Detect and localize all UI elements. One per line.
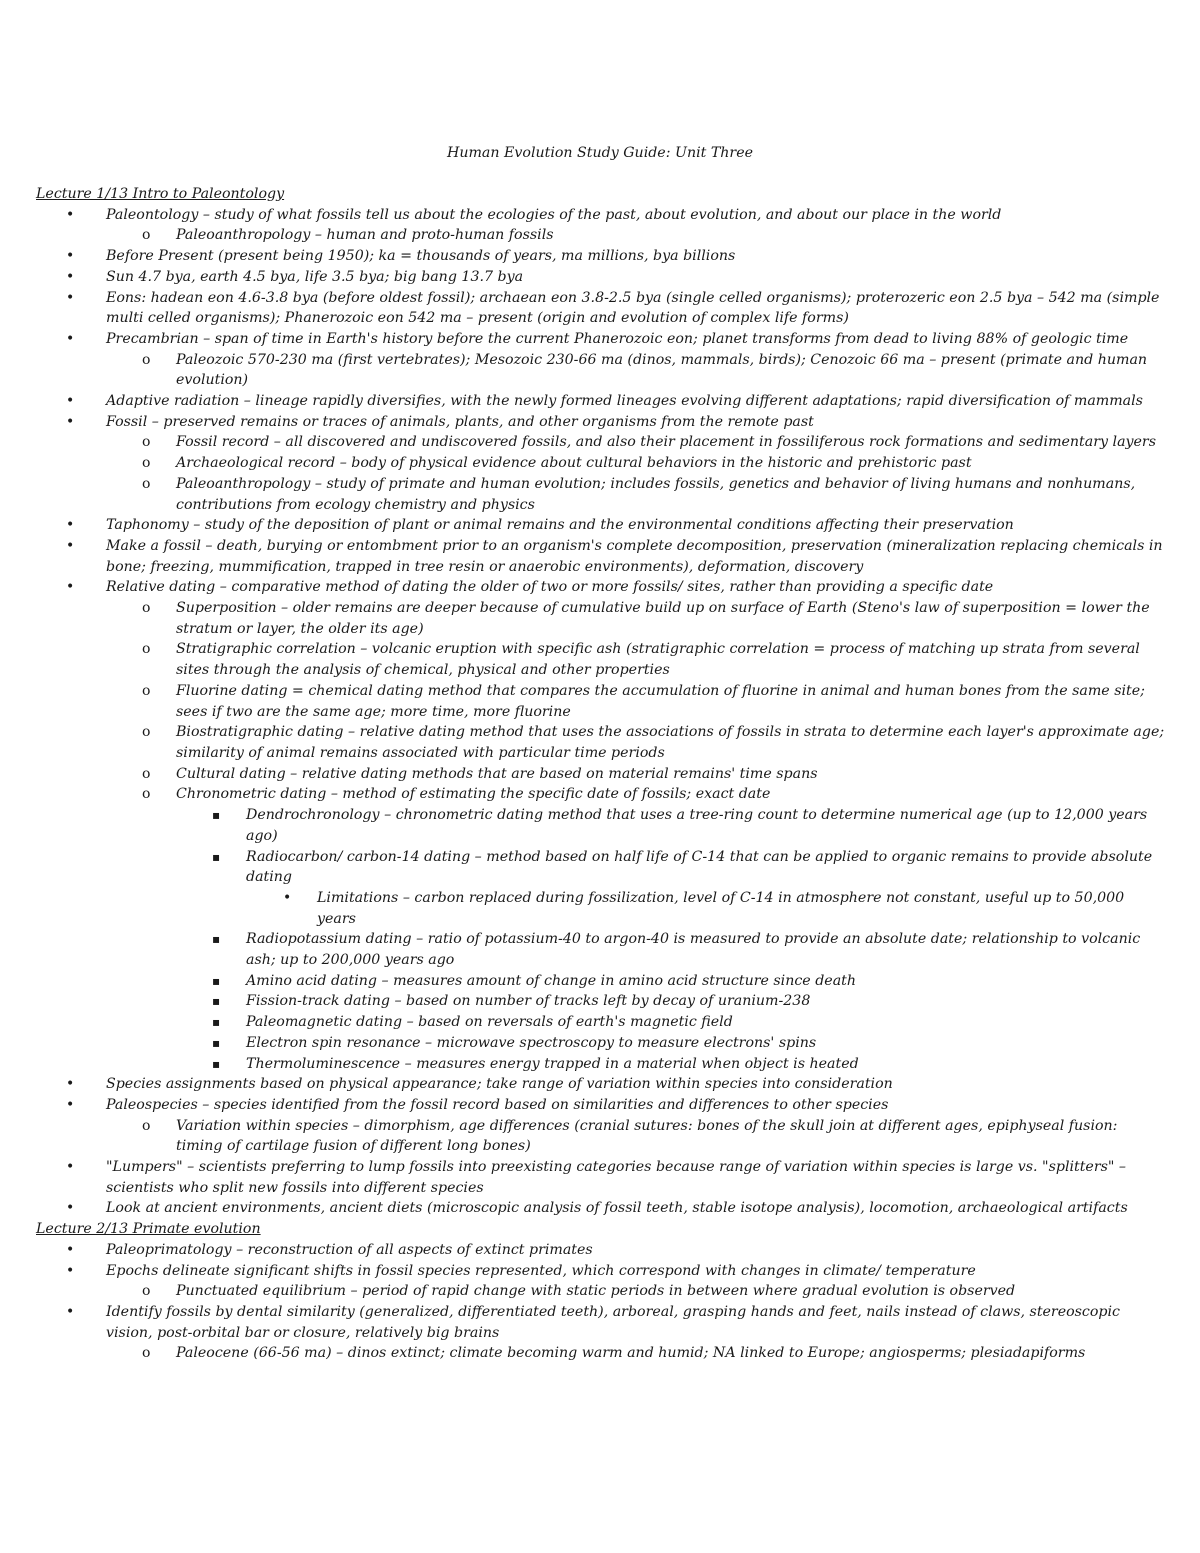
list-item: • Species assignments based on physical appearance; take range of variation within species into consideration [36, 1074, 1166, 1095]
list-item: ▪ Dendrochronology – chronometric dating method that uses a tree-ring count to determine numerical age (up to 12,000 years ago) [212, 807, 1148, 844]
list-item: o Paleocene (66-56 ma) – dinos extinct; climate becoming warm and humid; NA linked to Europe; angiosperms; plesiadapiforms [36, 1343, 1166, 1364]
square-bullet-icon: ▪ [212, 994, 221, 1009]
list-item: • Adaptive radiation – lineage rapidly diversifies, with the newly formed lineages evolving different adaptations; rapid diversification of mammals [36, 391, 1166, 412]
list-item: • Look at ancient environments, ancient diets (microscopic analysis of fossil teeth, stable isotope analysis), locomotion, archaeological artifacts [36, 1198, 1166, 1219]
bullet-icon: • [66, 1076, 75, 1093]
document-title: Human Evolution Study Guide: Unit Three [446, 145, 754, 161]
circle-bullet-icon: o [142, 1283, 151, 1300]
circle-bullet-icon: o [142, 765, 151, 782]
document-body [36, 184, 1166, 1364]
bullet-icon: • [66, 517, 75, 534]
bullet-icon: • [66, 268, 75, 285]
circle-bullet-icon: o [142, 724, 151, 741]
bullet-icon: • [66, 1262, 75, 1279]
list-item: ▪ Paleomagnetic dating – based on reversals of earth's magnetic field [36, 1012, 1166, 1033]
list-item: o Variation within species – dimorphism, age differences (cranial sutures: bones of the skull join at different ages, epiphyseal fusion: timing of cartilage fusion of different long bones) [142, 1117, 1118, 1155]
list-item: o Archaeological record – body of physical evidence about cultural behaviors in the historic and prehistoric past [36, 453, 1166, 474]
list-item: o Chronometric dating – method of estimating the specific date of fossils; exact date ▪ Dendrochronology – chronometric dating method that uses a tree-ring count to determine numerical age (up to 12,000 years ago) ▪ Radiocarbon/ carbon-14 dating – method based on half life of C-14 that can be applied to organic remains to provide absolute dating • Limitations – carbon replaced during fossilization, level of C-14 in atmosphere not constant, useful up to 50,000 years ▪ Radiopotassium dating – ratio of potassium-40 to argon-40 is measured to provide an absolute date; relationship to volcanic ash; up to 200,000 years ago ▪ Amino acid dating – measures amount of change in amino acid structure since death ▪ Fission-track dating – based on number of tracks left by decay of uranium-238 ▪ Paleomagnetic dating – based on reversals of earth's magnetic field ▪ Electron spin resonance – microwave spectroscopy to measure electrons' spins ▪ Thermoluminescence – measures energy trapped in a material when object is heated [36, 784, 1166, 1074]
list-item: • Epochs delineate significant shifts in fossil species represented, which correspond with changes in climate/ temperature o Punctuated equilibrium – period of rapid change with static periods in between where gradual evolution is observed [36, 1261, 1166, 1302]
bullet-icon: • [66, 330, 75, 347]
list-item: • Relative dating – comparative method of dating the older of two or more fossils/ sites, rather than providing a specific date o Superposition – older remains are deeper because of cumulative build up on surface of Earth (Steno's law of superposition = lower the stratum or layer, the older its age) o Stratigraphic correlation – volcanic eruption with specific ash (stratigraphic correlation = process of matching up strata from several sites through the analysis of chemical, physical and other properties o Fluorine dating = chemical dating method that compares the accumulation of fluorine in animal and human bones from the same site; sees if two are the same age; more time, more fluorine o Biostratigraphic dating – relative dating method that uses the associations of fossils in strata to determine each layer's approximate age; similarity of animal remains associated with particular time periods o Cultural dating – relative dating methods that are based on material remains' time spans o Chronometric dating – method of estimating the specific date of fossils; exact date ▪ Dendrochronology – chronometric dating method that uses a tree-ring count to determine numerical age (up to 12,000 years ago) ▪ Radiocarbon/ carbon-14 dating – method based on half life of C-14 that can be applied to organic remains to provide absolute dating • Limitations – carbon replaced during fossilization, level of C-14 in atmosphere not constant, useful up to 50,000 years ▪ Radiopotassium dating – ratio of potassium-40 to argon-40 is measured to provide an absolute date; relationship to volcanic ash; up to 200,000 years ago ▪ Amino acid dating – measures amount of change in amino acid structure since death ▪ Fission-track dating – based on number of tracks left by decay of uranium-238 ▪ Paleomagnetic dating – based on reversals of earth's magnetic field ▪ Electron spin resonance – microwave spectroscopy to measure electrons' spins ▪ Thermoluminescence – measures energy trapped in a material when object is heated [36, 577, 1166, 1074]
list-item: • Identify fossils by dental similarity (generalized, differentiated teeth), arboreal, grasping hands and feet, nails instead of claws, stereoscopic vision, post-orbital bar or closure, relatively big brains o Paleocene (66-56 ma) – dinos extinct; climate becoming warm and humid; NA linked to Europe; angiosperms; plesiadapiforms [36, 1302, 1166, 1364]
circle-bullet-icon: o [142, 351, 151, 368]
list-item: • Fossil – preserved remains or traces of animals, plants, and other organisms from the remote past o Fossil record – all discovered and undiscovered fossils, and also their placement in fossiliferous rock formations and sedimentary layers o Archaeological record – body of physical evidence about cultural behaviors in the historic and prehistoric past o Paleoanthropology – study of primate and human evolution; includes fossils, genetics and behavior of living humans and nonhumans, contributions from ecology chemistry and physics [36, 412, 1166, 516]
bullet-icon: • [66, 206, 75, 223]
list-item: ▪ Amino acid dating – measures amount of change in amino acid structure since death [36, 971, 1166, 992]
list-item: o Punctuated equilibrium – period of rapid change with static periods in between where gradual evolution is observed [36, 1281, 1166, 1302]
circle-bullet-icon: o [142, 1117, 151, 1134]
bullet-icon: • [66, 1096, 75, 1113]
list-item: • "Lumpers" – scientists preferring to lump fossils into preexisting categories because range of variation within species is large vs. "splitters" – scientists who split new fossils into different species [66, 1159, 1127, 1196]
list-item: • Paleontology – study of what fossils tell us about the ecologies of the past, about evolution, and about our place in the world o Paleoanthropology – human and proto-human fossils [36, 205, 1166, 246]
lecture-1-list [36, 205, 1166, 1219]
list-item: o Fossil record – all discovered and undiscovered fossils, and also their placement in fossiliferous rock formations and sedimentary layers [36, 432, 1166, 453]
circle-bullet-icon: o [142, 1345, 151, 1362]
square-bullet-icon: ▪ [212, 932, 221, 947]
circle-bullet-icon: o [142, 682, 151, 699]
circle-bullet-icon: o [142, 434, 151, 451]
list-item: ▪ Thermoluminescence – measures energy trapped in a material when object is heated [36, 1054, 1166, 1075]
list-item: • Paleoprimatology – reconstruction of all aspects of extinct primates [36, 1240, 1166, 1261]
list-item: o Fluorine dating = chemical dating method that compares the accumulation of fluorine in animal and human bones from the same site; sees if two are the same age; more time, more fluorine [142, 682, 1145, 720]
list-item: • Sun 4.7 bya, earth 4.5 bya, life 3.5 bya; big bang 13.7 bya [36, 267, 1166, 288]
bullet-icon: • [66, 1200, 75, 1217]
list-item: ▪ Radiopotassium dating – ratio of potassium-40 to argon-40 is measured to provide an absolute date; relationship to volcanic ash; up to 200,000 years ago [212, 931, 1141, 969]
list-item: o Stratigraphic correlation – volcanic eruption with specific ash (stratigraphic correlation = process of matching up strata from several sites through the analysis of chemical, physical and other properties [142, 641, 1140, 679]
list-item: • Precambrian – span of time in Earth's history before the current Phanerozoic eon; planet transforms from dead to living 88% of geologic time o Paleozoic 570-230 ma (first vertebrates); Mesozoic 230-66 ma (dinos, mammals, birds); Cenozoic 66 ma – present (primate and human evolution) [36, 329, 1166, 391]
square-bullet-icon: ▪ [212, 849, 221, 864]
square-bullet-icon: ▪ [212, 1035, 221, 1050]
list-item: ▪ Radiocarbon/ carbon-14 dating – method based on half life of C-14 that can be applied to organic remains to provide absolute dating • Limitations – carbon replaced during fossilization, level of C-14 in atmosphere not constant, useful up to 50,000 years [36, 847, 1166, 930]
list-item: o Cultural dating – relative dating methods that are based on material remains' time spans [36, 764, 1166, 785]
circle-bullet-icon: o [142, 227, 151, 244]
bullet-icon: • [66, 1241, 75, 1258]
lecture-2-heading: Lecture 2/13 Primate evolution [36, 1221, 261, 1238]
circle-bullet-icon: o [142, 455, 151, 472]
list-item: o Biostratigraphic dating – relative dating method that uses the associations of fossils in strata to determine each layer's approximate age; similarity of animal remains associated with particular time periods [142, 724, 1165, 761]
list-item: o Superposition – older remains are deeper because of cumulative build up on surface of Earth (Steno's law of superposition = lower the stratum or layer, the older its age) [142, 600, 1150, 637]
lecture-2-list [36, 1240, 1166, 1364]
circle-bullet-icon: o [142, 475, 151, 492]
list-item: ▪ Fission-track dating – based on number of tracks left by decay of uranium-238 [36, 991, 1166, 1012]
list-item: ▪ Electron spin resonance – microwave spectroscopy to measure electrons' spins [36, 1033, 1166, 1054]
square-bullet-icon: ▪ [212, 1015, 221, 1030]
list-item: • Limitations – carbon replaced during fossilization, level of C-14 in atmosphere not constant, useful up to 50,000 years [283, 889, 1125, 927]
list-item: • Eons: hadean eon 4.6-3.8 bya (before oldest fossil); archaean eon 3.8-2.5 bya (single celled organisms); proterozeric eon 2.5 bya – 542 ma (simple multi celled organisms); Phanerozoic eon 542 ma – present (origin and evolution of complex life forms) [66, 289, 1160, 327]
bullet-icon: • [283, 889, 292, 906]
bullet-icon: • [66, 248, 75, 265]
square-bullet-icon: ▪ [212, 808, 221, 823]
circle-bullet-icon: o [142, 600, 151, 617]
lecture-1-heading: Lecture 1/13 Intro to Paleontology [36, 186, 285, 202]
bullet-icon: • [66, 1159, 75, 1176]
list-item: • Paleospecies – species identified from the fossil record based on similarities and differences to other species o Variation within species – dimorphism, age differences (cranial sutures: bones of the skull join at different ages, epiphyseal fusion: timing of cartilage fusion of different long bones) [36, 1095, 1166, 1157]
circle-bullet-icon: o [142, 786, 151, 803]
bullet-icon: • [66, 393, 75, 410]
square-bullet-icon: ▪ [212, 973, 221, 988]
bullet-icon: • [66, 413, 75, 430]
bullet-icon: • [66, 579, 75, 596]
list-item: • Before Present (present being 1950); ka = thousands of years, ma millions, bya billions [36, 246, 1166, 267]
list-item: o Paleoanthropology – study of primate and human evolution; includes fossils, genetics and behavior of living humans and nonhumans, contributions from ecology chemistry and physics [142, 475, 1136, 513]
bullet-icon: • [66, 1303, 75, 1320]
bullet-icon: • [66, 537, 75, 554]
bullet-icon: • [66, 289, 75, 306]
square-bullet-icon: ▪ [212, 1056, 221, 1071]
circle-bullet-icon: o [142, 641, 151, 658]
list-item: • Make a fossil – death, burying or entombment prior to an organism's complete decomposition, preservation (mineralization replacing chemicals in bone; freezing, mummification, trapped in tree resin or anaerobic environments), deformation, discovery [66, 537, 1163, 575]
list-item: o Paleozoic 570-230 ma (first vertebrates); Mesozoic 230-66 ma (dinos, mammals, birds); Cenozoic 66 ma – present (primate and human evolution) [142, 351, 1148, 389]
list-item: • Taphonomy – study of the deposition of plant or animal remains and the environmental conditions affecting their preservation [36, 515, 1166, 536]
list-item: o Paleoanthropology – human and proto-human fossils [36, 225, 1166, 246]
